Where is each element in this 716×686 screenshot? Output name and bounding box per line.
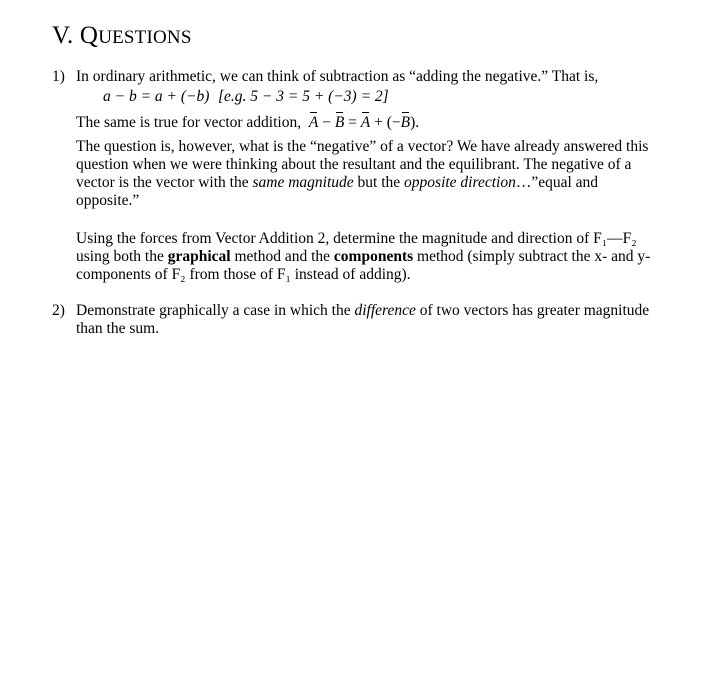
vector-b-symbol: B bbox=[334, 114, 345, 131]
task-line-2 bbox=[76, 248, 650, 266]
vector-addition-prefix: The same is true for vector addition, bbox=[76, 114, 302, 131]
task-line2-text-c: method and the bbox=[230, 248, 334, 265]
difference-emphasis: difference bbox=[354, 302, 416, 319]
section-title bbox=[52, 22, 192, 50]
question-1-line-2: question when we were thinking about the resultant and the equilibrant. The negative of a bbox=[76, 156, 632, 173]
graphical-bold: graphical bbox=[167, 248, 231, 265]
question-1-line-1: The question is, however, what is the “negative” of a vector? We have already answered this bbox=[76, 138, 649, 155]
task-line2-text-d: method (simply subtract the x- and y- bbox=[413, 248, 651, 265]
section-title-smallcaps: UESTIONS bbox=[98, 27, 192, 48]
question-2-number: 2) bbox=[52, 302, 65, 319]
question-1-line-3 bbox=[76, 174, 598, 192]
components-bold: components bbox=[333, 248, 414, 265]
vector-a-symbol: A bbox=[308, 114, 319, 131]
same-magnitude-emphasis: same magnitude bbox=[252, 174, 354, 191]
vector-a-symbol-2: A bbox=[360, 114, 371, 131]
question-2-line-2: than the sum. bbox=[76, 320, 160, 337]
question-1-number: 1) bbox=[52, 68, 65, 85]
section-title-lead: V. Q bbox=[52, 22, 99, 49]
subtraction-example: [e.g. 5 − 3 = 5 + (−3) = 2] bbox=[218, 88, 389, 105]
question-1-intro: In ordinary arithmetic, we can think of subtraction as “adding the negative.” That is, bbox=[76, 68, 599, 85]
line3-text-b: but the bbox=[353, 174, 405, 191]
subtraction-formula: a − b = a + (−b) bbox=[103, 88, 210, 105]
line3-text-c: …”equal and bbox=[515, 174, 599, 191]
task-line2-text-a: using both the bbox=[76, 248, 168, 265]
task-line-1: Using the forces from Vector Addition 2, determine the magnitude and direction of F₁—F₂ bbox=[76, 230, 637, 247]
vector-addition-line: The same is true for vector addition, A − B = A + (−B). bbox=[76, 114, 420, 131]
opposite-direction-emphasis: opposite direction bbox=[404, 174, 516, 191]
q2-text-b: of two vectors has greater magnitude bbox=[415, 302, 650, 319]
q2-text-a: Demonstrate graphically a case in which the bbox=[76, 302, 355, 319]
line3-text-a: vector is the vector with the bbox=[76, 174, 253, 191]
question-2-line-1 bbox=[76, 302, 649, 320]
task-line-3: components of F₂ from those of F₁ instead of adding). bbox=[76, 266, 411, 283]
vector-b-symbol-2: B bbox=[400, 114, 411, 131]
question-1-line-4: opposite.” bbox=[76, 192, 140, 209]
